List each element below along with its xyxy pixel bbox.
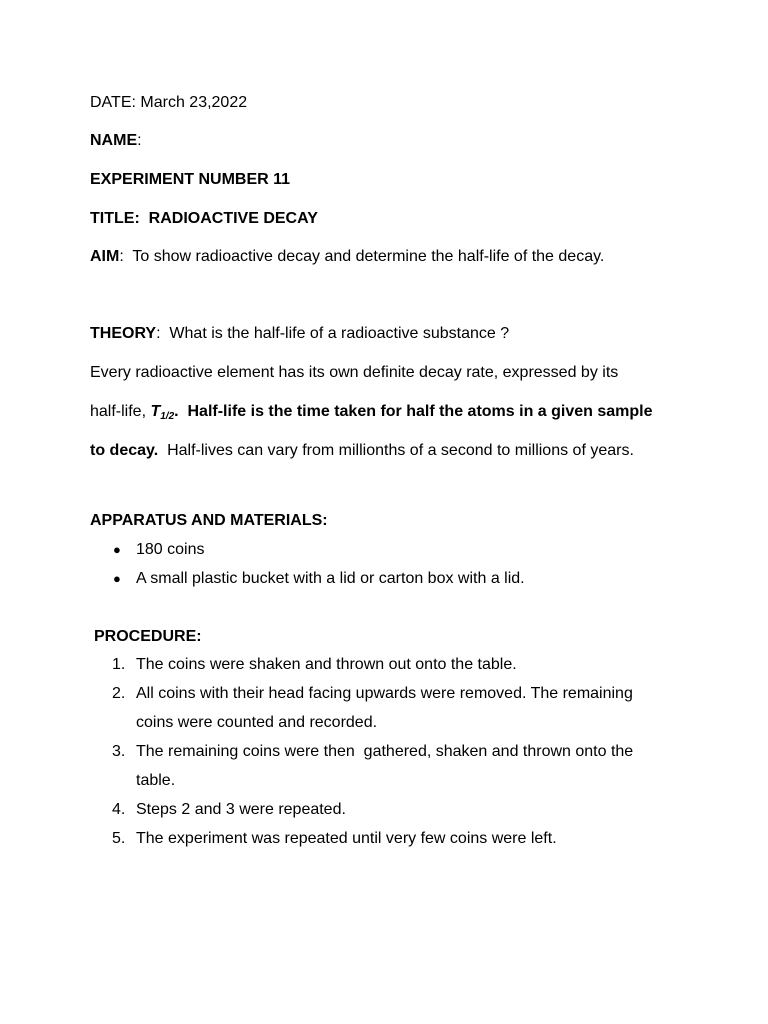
name-line (90, 131, 142, 151)
step-number: 2. (112, 685, 126, 702)
name-colon: : (137, 132, 142, 149)
half-life-range-text: Half-lives can vary from millionths of a second to millions of years. (158, 442, 634, 459)
aim-line (90, 247, 604, 267)
theory-question: : What is the half-life of a radioactive substance ? (156, 325, 510, 342)
half-life-symbol-period: . (174, 403, 179, 420)
theory-paragraph-line-2 (90, 402, 653, 427)
apparatus-item: 180 coins (136, 541, 205, 558)
document-title: TITLE: RADIOACTIVE DECAY (90, 210, 318, 227)
theory-line (90, 324, 509, 344)
bullet-icon: ● (113, 571, 121, 586)
procedure-step-text: All coins with their head facing upwards were removed. The remaining (136, 685, 633, 702)
half-life-subscript: 1/2 (160, 411, 175, 422)
step-number: 5. (112, 830, 126, 847)
date-line (90, 93, 247, 113)
procedure-step-text: coins were counted and recorded. (136, 714, 378, 731)
date-value: March 23,2022 (140, 94, 248, 111)
procedure-step-text: Steps 2 and 3 were repeated. (136, 801, 346, 818)
bullet-icon: ● (113, 542, 121, 557)
aim-text: : To show radioactive decay and determine the half-life of the decay. (119, 248, 605, 265)
name-label: NAME (90, 132, 138, 149)
aim-label: AIM (90, 248, 120, 265)
step-number: 1. (112, 656, 126, 673)
apparatus-heading: APPARATUS AND MATERIALS: (90, 512, 328, 529)
procedure-step-text: table. (136, 772, 176, 789)
date-label: DATE: (90, 94, 136, 111)
procedure-step-text: The experiment was repeated until very few coins were left. (136, 830, 557, 847)
theory-half-life-prefix: half-life, (90, 403, 151, 420)
theory-paragraph-line-1: Every radioactive element has its own definite decay rate, expressed by its (90, 364, 619, 381)
apparatus-item: A small plastic bucket with a lid or carton box with a lid. (136, 570, 525, 587)
step-number: 3. (112, 743, 126, 760)
procedure-step-text: The coins were shaken and thrown out onto the table. (136, 656, 517, 673)
experiment-number: EXPERIMENT NUMBER 11 (90, 171, 291, 188)
procedure-step-text: The remaining coins were then gathered, shaken and thrown onto the (136, 743, 634, 760)
step-number: 4. (112, 801, 126, 818)
theory-label: THEORY (90, 325, 157, 342)
half-life-definition: Half-life is the time taken for half the atoms in a given sample (178, 403, 653, 420)
procedure-heading: PROCEDURE: (94, 628, 202, 645)
theory-paragraph-line-3 (90, 441, 634, 461)
half-life-definition-end: to decay. (90, 442, 159, 459)
half-life-symbol: T (150, 403, 161, 420)
